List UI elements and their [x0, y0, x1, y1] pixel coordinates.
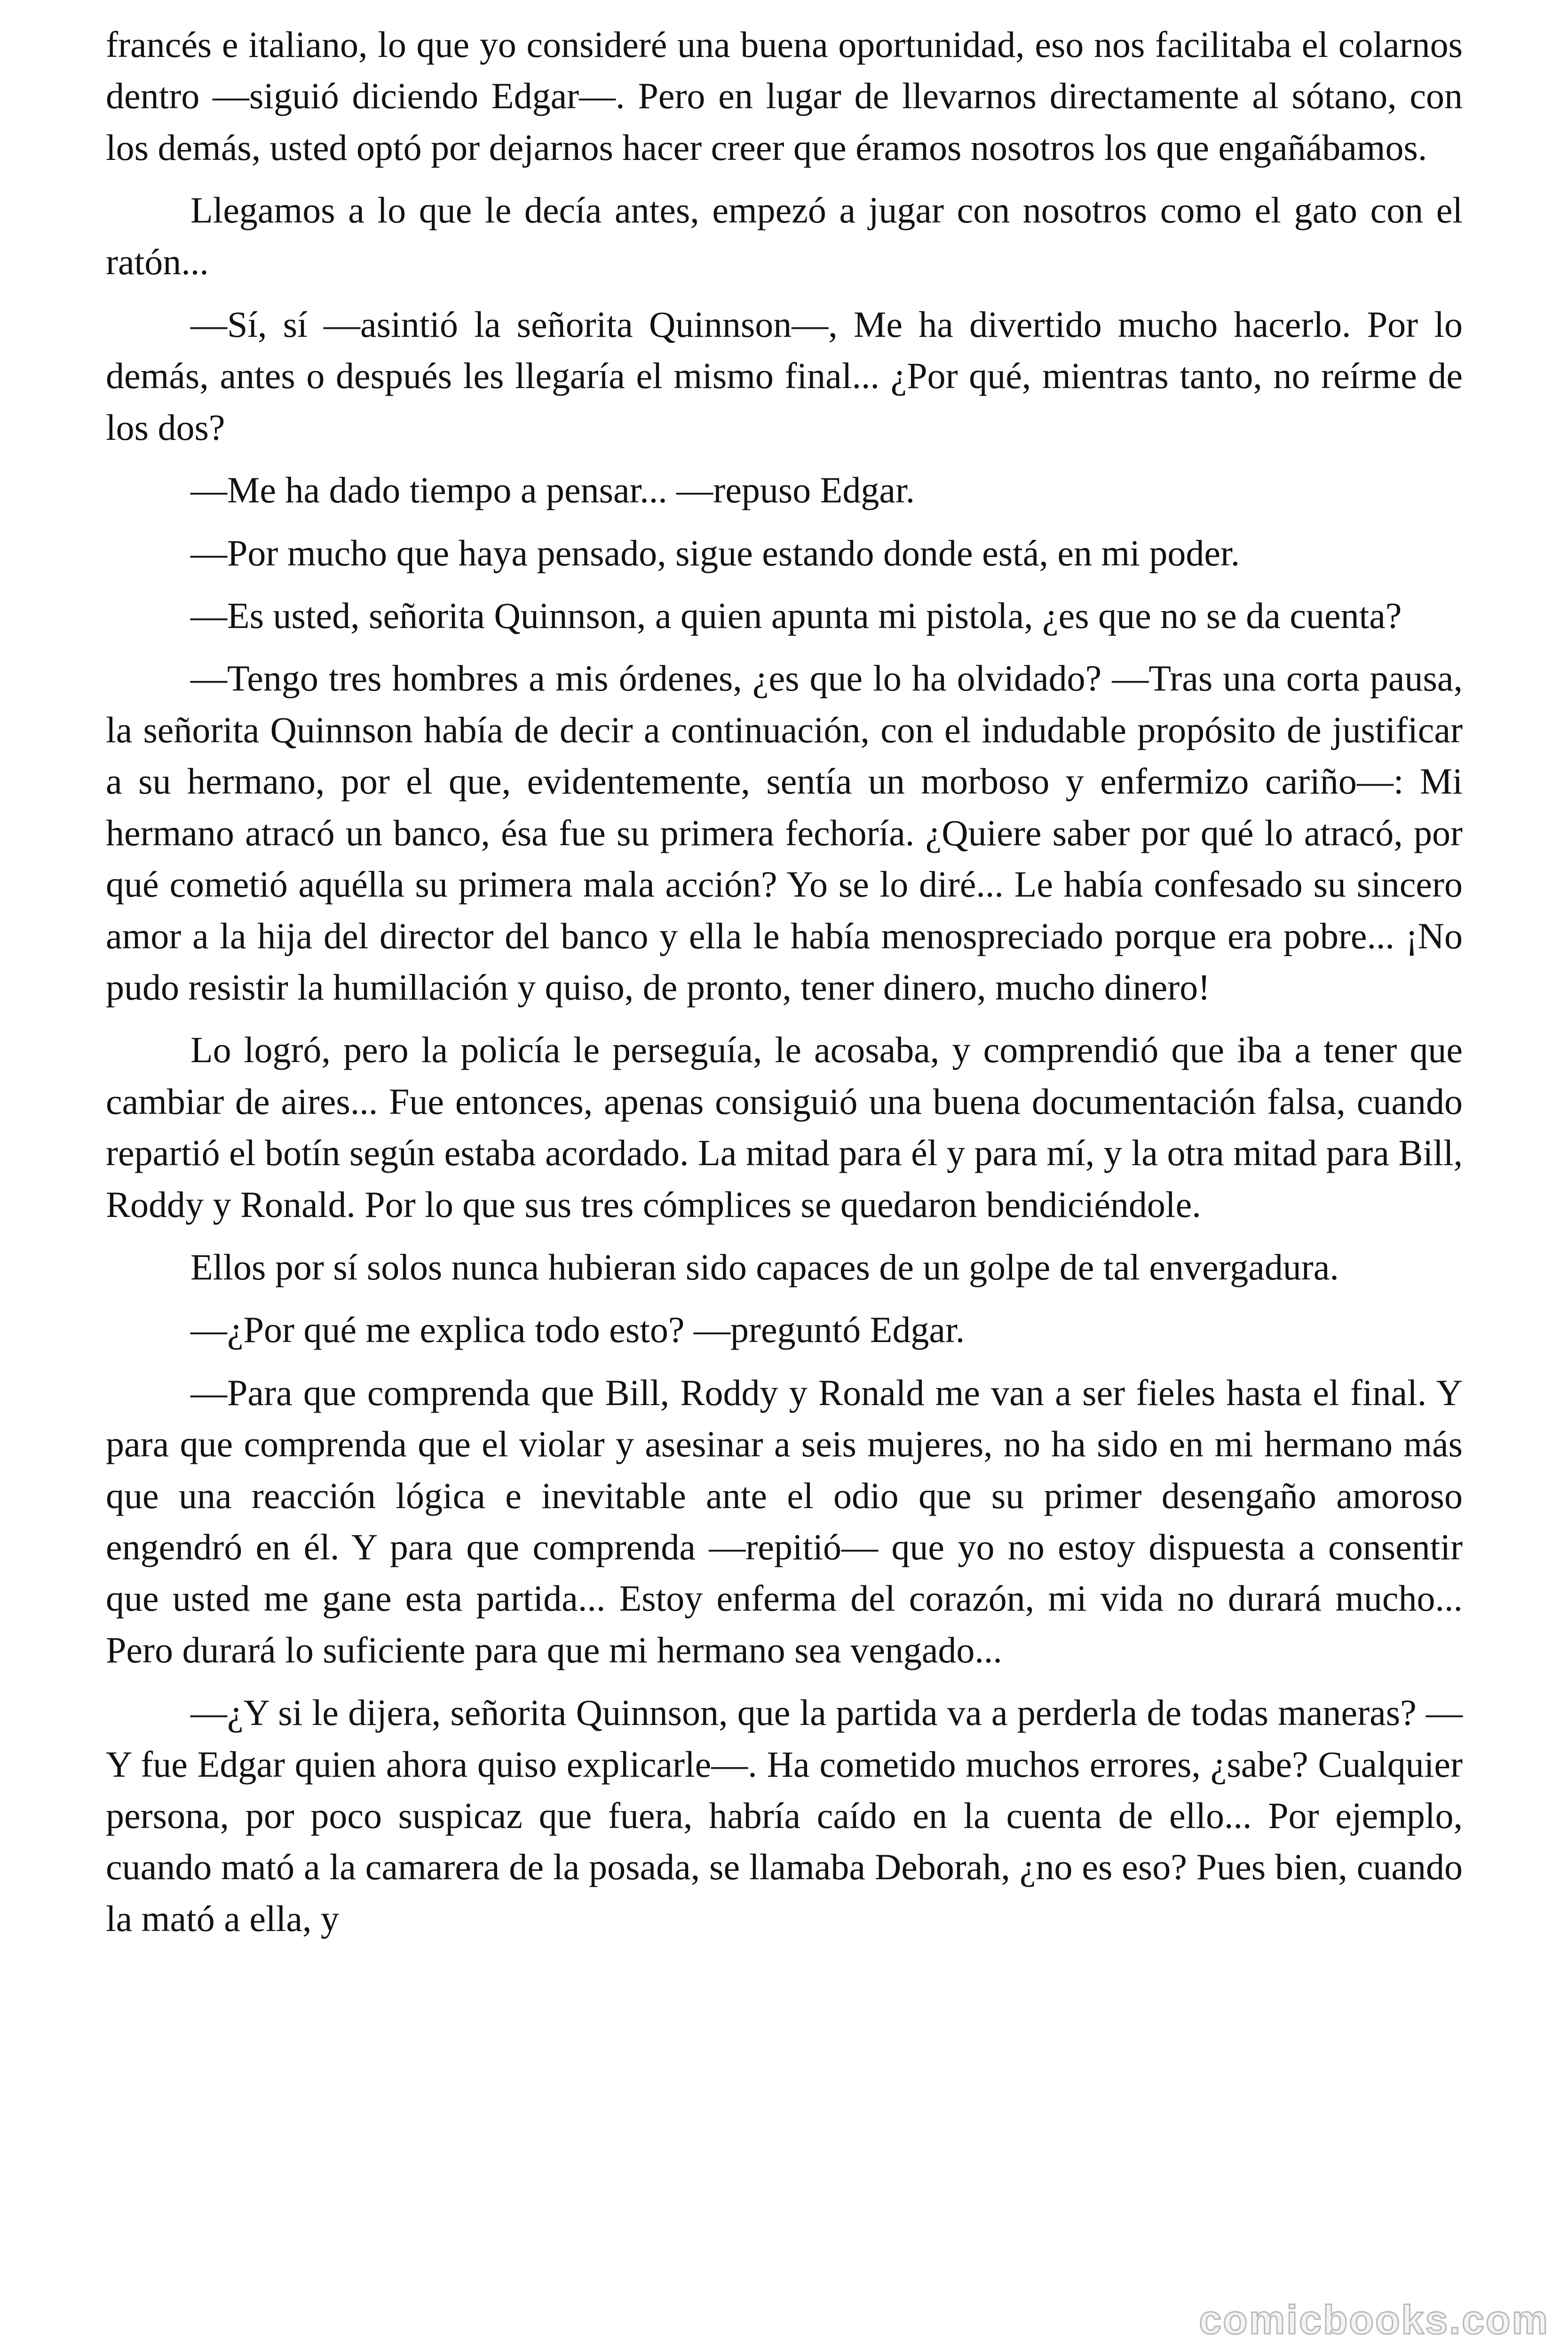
body-text [106, 19, 1463, 1955]
paragraph-1: francés e italiano, lo que yo consideré una buena oportunidad, eso nos facilitaba el colarnos dentro —siguió diciendo Edgar—. Pero en lugar de llevarnos directamente al sótano, con los demás, usted optó por dejarnos hacer creer que éramos nosotros los que engañábamos. [106, 24, 1463, 168]
watermark-logo: comicbooks.com [1199, 2297, 1549, 2343]
paragraph-4: —Me ha dado tiempo a pensar... —repuso Edgar. [190, 469, 915, 511]
paragraph-6: —Es usted, señorita Quinnson, a quien apunta mi pistola, ¿es que no se da cuenta? [190, 595, 1402, 636]
paragraph-12: —¿Y si le dijera, señorita Quinnson, que la partida va a perderla de todas maneras? —Y fue Edgar quien ahora quiso explicarle—. Ha cometido muchos errores, ¿sabe? Cualquier persona, por poco suspicaz que fuera, habría caído en la cuenta de ello... Por ejemplo, cuando mató a la camarera de la posada, se llamaba Deborah, ¿no es eso? Pues bien, cuando la mató a ella, y [106, 1692, 1463, 1939]
paragraph-3: —Sí, sí —asintió la señorita Quinnson—, Me ha divertido mucho hacerlo. Por lo demás, antes o después les llegaría el mismo final... ¿Por qué, mientras tanto, no reírme de los dos? [106, 304, 1463, 448]
paragraph-7: —Tengo tres hombres a mis órdenes, ¿es que lo ha olvidado? —Tras una corta pausa, la señorita Quinnson había de decir a continuación, con el indudable propósito de justificar a su hermano, por el que, evidentemente, sentía un morboso y enfermizo cariño—: Mi hermano atracó un banco, ésa fue su primera fechoría. ¿Quiere saber por qué lo atracó, por qué cometió aquélla su primera mala acción? Yo se lo diré... Le había confesado su sincero amor a la hija del director del banco y ella le había menospreciado porque era pobre... ¡No pudo resistir la humillación y quiso, de pronto, tener dinero, mucho dinero! [106, 658, 1463, 1008]
paragraph-5: —Por mucho que haya pensado, sigue estando donde está, en mi poder. [190, 532, 1240, 573]
paragraph-2: Llegamos a lo que le decía antes, empezó a jugar con nosotros como el gato con el ratón... [106, 190, 1463, 282]
paragraph-8: Lo logró, pero la policía le perseguía, le acosaba, y comprendió que iba a tener que cambiar de aires... Fue entonces, apenas consiguió una buena documentación falsa, cuando repartió el botín según estaba acordado. La mitad para él y para mí, y la otra mitad para Bill, Roddy y Ronald. Por lo que sus tres cómplices se quedaron bendiciéndole. [106, 1029, 1463, 1225]
paragraph-10: —¿Por qué me explica todo esto? —preguntó Edgar. [190, 1309, 965, 1351]
paragraph-11: —Para que comprenda que Bill, Roddy y Ronald me van a ser fieles hasta el final. Y para que comprenda que el violar y asesinar a seis mujeres, no ha sido en mi hermano más que una reacción lógica e inevitable ante el odio que su primer desengaño amoroso engendró en él. Y para que comprenda —repitió— que yo no estoy dispuesta a consentir que usted me gane esta partida... Estoy enferma del corazón, mi vida no durará mucho... Pero durará lo suficiente para que mi hermano sea vengado... [106, 1372, 1463, 1670]
paragraph-9: Ellos por sí solos nunca hubieran sido capaces de un golpe de tal envergadura. [190, 1246, 1339, 1287]
